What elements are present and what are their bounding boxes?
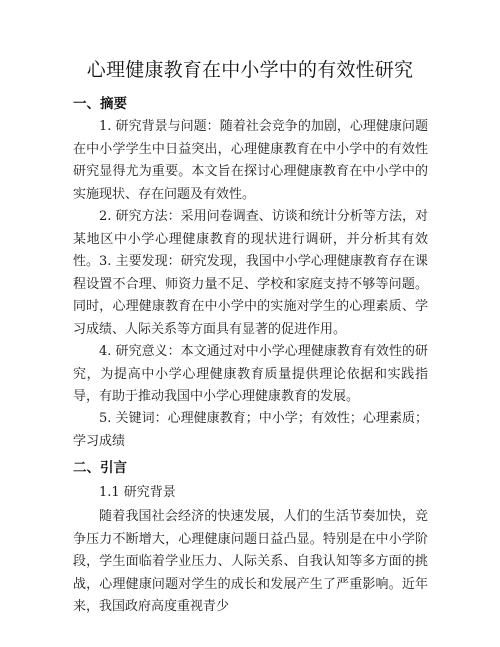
abstract-heading: 一、摘要 bbox=[73, 96, 127, 112]
intro-paragraph: 随着我国社会经济的快速发展，人们的生活节奏加快，竞争压力不断增大，心理健康问题日益凸显。特别是在中小学阶段，学生面临着学业压力、人际关系、自我认知等多方面的挑战，心理健康问题对学生的成长和发展产生了严重影响。近年来，我国政府高度重视青少 bbox=[73, 509, 428, 615]
abstract-item-background: 1. 研究背景与问题：随着社会竞争的加剧，心理健康问题在中小学学生中日益突出，心理健康教育在中小学中的有效性研究显得尤为重要。本文旨在探讨心理健康教育在中小学中的实施现状、存在问题及有效性。 bbox=[73, 119, 428, 202]
abstract-item-keywords: 5. 关键词：心理健康教育；中小学；有效性；心理素质；学习成绩 bbox=[73, 411, 428, 449]
abstract-item-methods: 2. 研究方法：采用问卷调查、访谈和统计分析等方法，对某地区中小学心理健康教育的现状进行调研，并分析其有效性。 bbox=[73, 209, 428, 270]
intro-heading: 二、引言 bbox=[73, 460, 127, 476]
document-title: 心理健康教育在中小学中的有效性研究 bbox=[86, 59, 414, 81]
intro-subheading: 1.1 研究背景 bbox=[99, 485, 176, 500]
abstract-item-findings: 3. 主要发现：研究发现，我国中小学心理健康教育存在课程设置不合理、师资力量不足、学校和家庭支持不够等问题。同时，心理健康教育在中小学中的实施对学生的心理素质、学习成绩、人际关系等方面具有显著的促进作用。 bbox=[73, 254, 428, 337]
abstract-item-significance: 4. 研究意义：本文通过对中小学心理健康教育有效性的研究，为提高中小学心理健康教育质量提供理论依据和实践指导，有助于推动我国中小学心理健康教育的发展。 bbox=[73, 344, 428, 405]
